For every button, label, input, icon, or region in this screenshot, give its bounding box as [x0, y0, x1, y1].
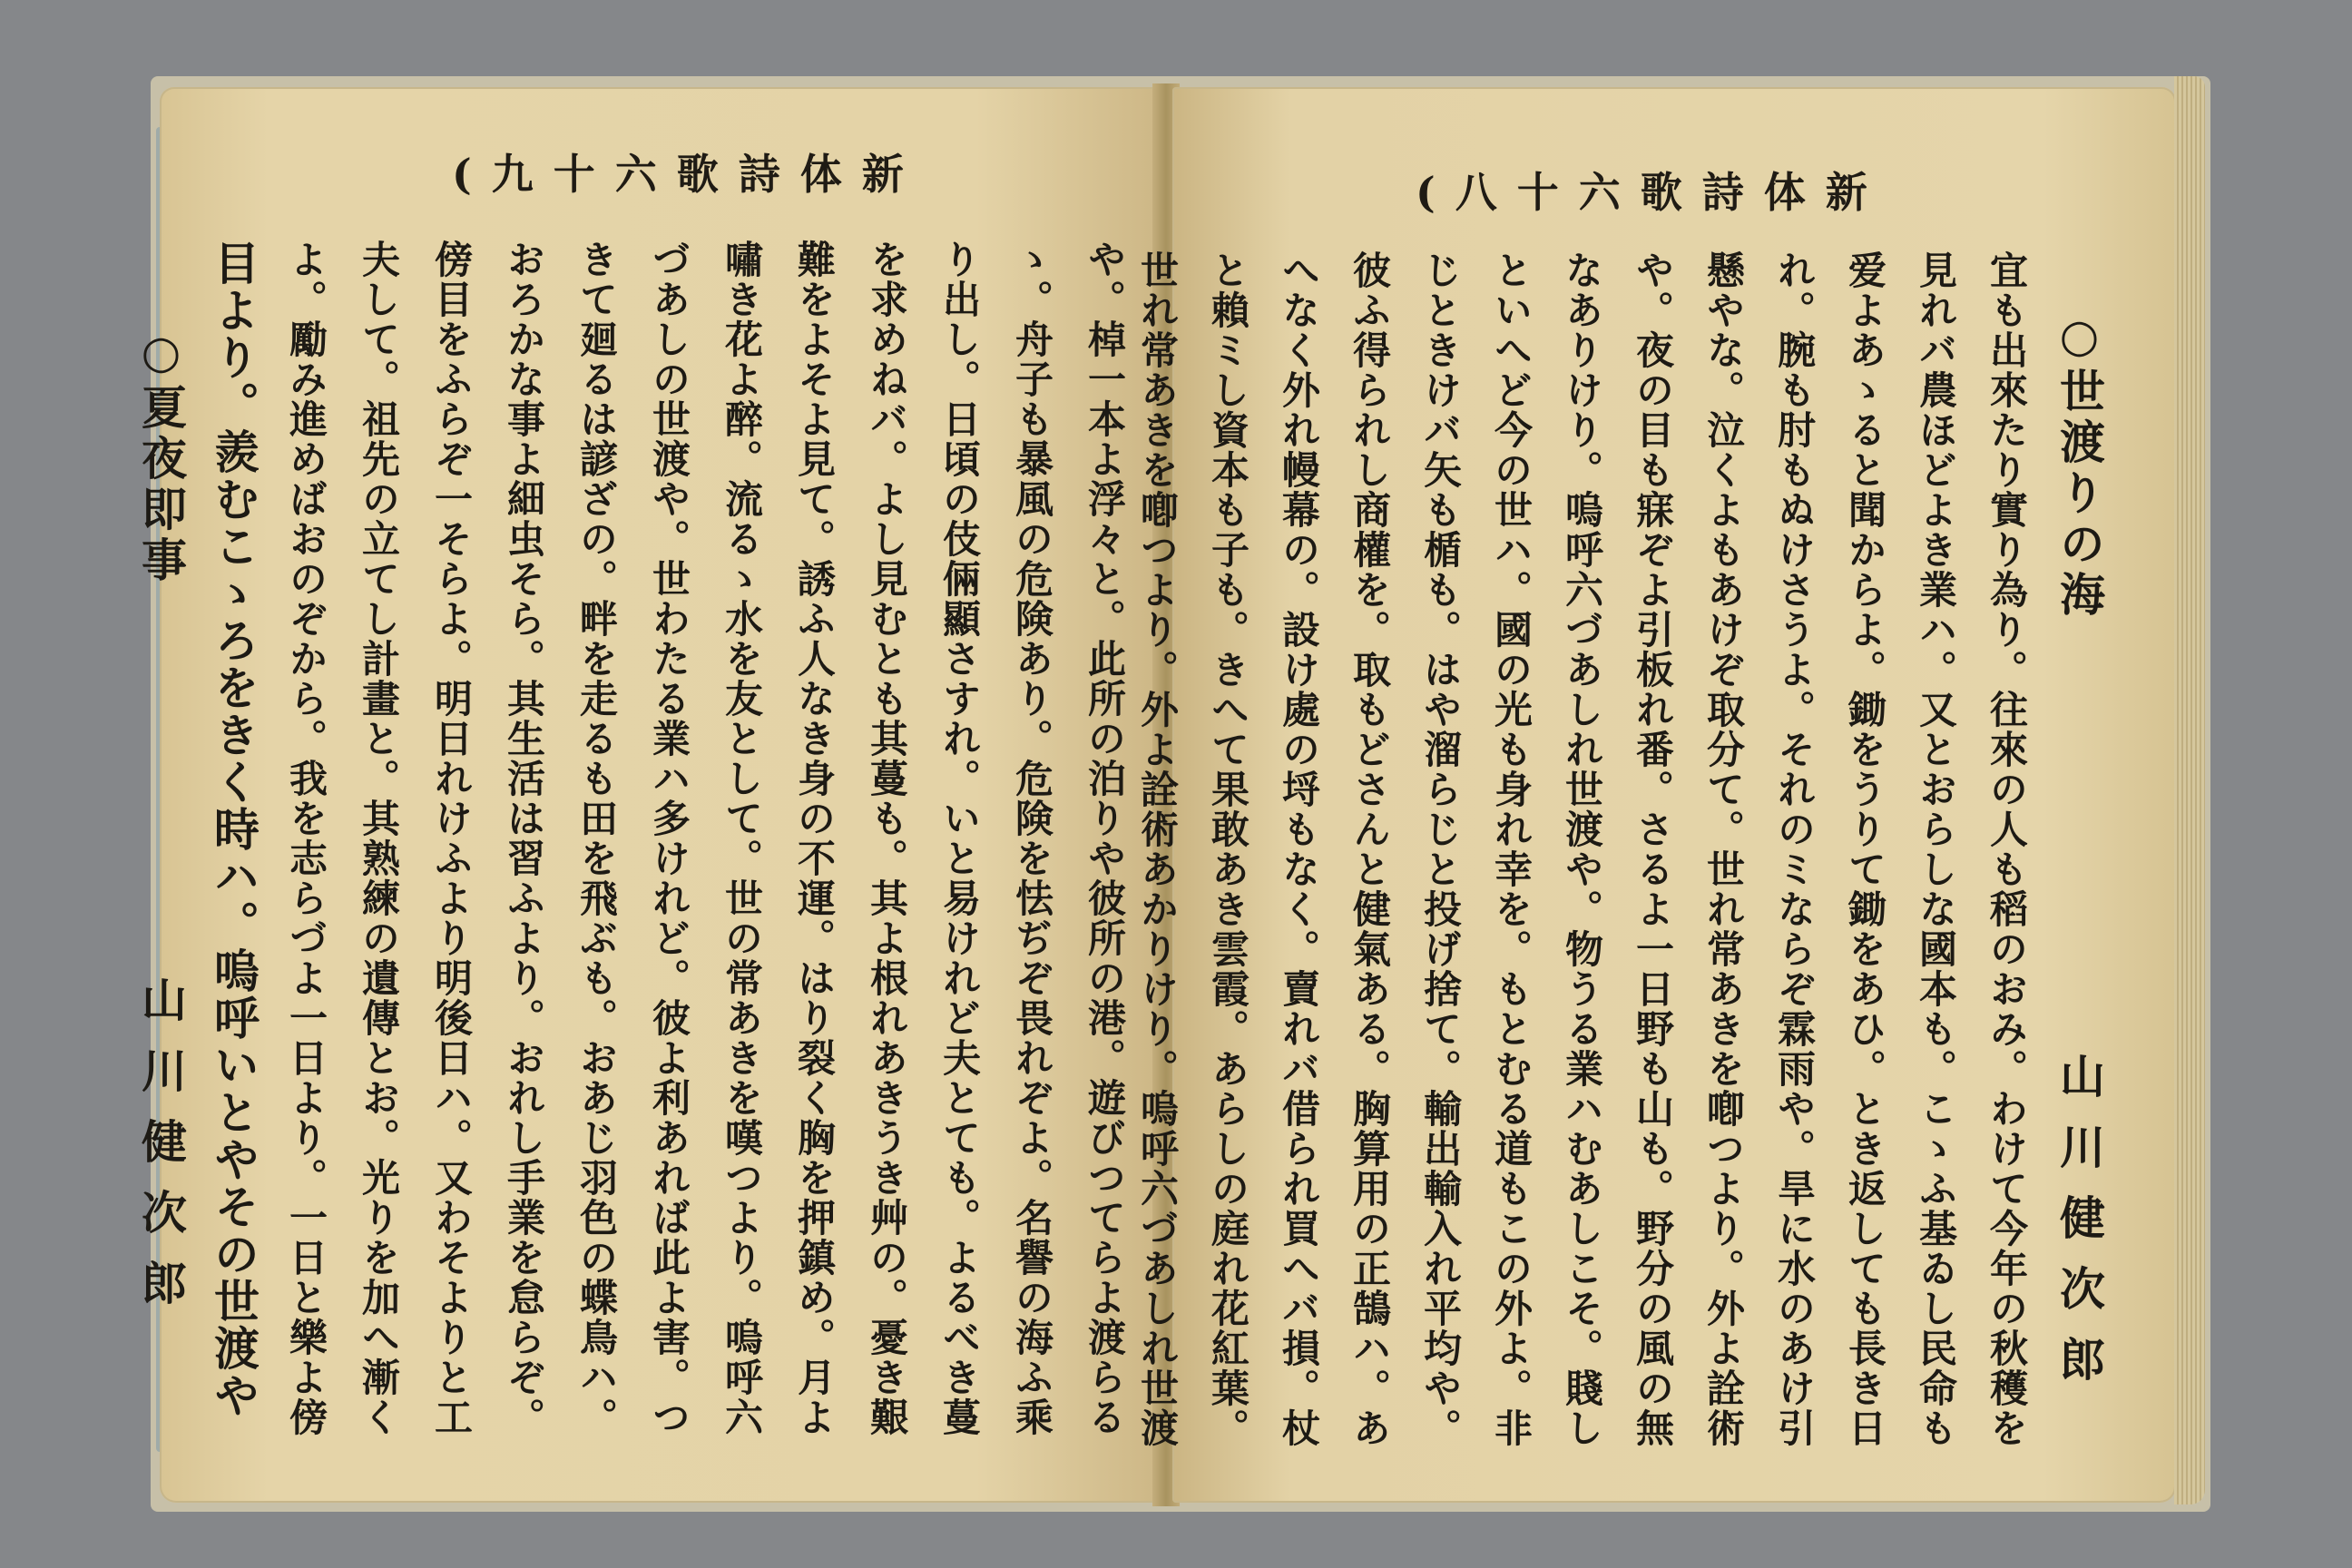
left-author-name: 山川健次郎 [134, 976, 188, 1330]
left-text-column: や。棹一本よ浮々と。此所の泊りや彼所の港。遊びつてらよ渡らる [1083, 240, 1127, 1437]
left-page [134, 87, 1160, 1503]
poem-title: ○世渡りの海 [2053, 309, 2106, 622]
right-text-column: や。夜の目も寐ぞよ引板れ番。さるよ一日野も山も。野分の風の無 [1631, 250, 1675, 1448]
right-text-column: じときけバ矢も楯も。はや溜らじと投げ捨て。輸出輸入れ平均や。 [1418, 250, 1463, 1448]
left-text-column: ゝ。舟子も暴風の危険あり。危険を怯ぢぞ畏れぞよ。名譽の海ふ乘 [1010, 240, 1054, 1437]
right-page-header: (八十六歌詩体新 [1416, 168, 1887, 217]
right-text-column: といへど今の世ハ。國の光も身れ幸を。もとむる道もこの外よ。非 [1489, 250, 1534, 1448]
left-text-column: を求めねバ。よし見むとも其蔓も。其よ根れあきうき艸の。憂き艱 [865, 240, 909, 1437]
right-text-column: なありけり。嗚呼六づあしれ世渡や。物うる業ハむあしこそ。賤し [1560, 250, 1604, 1448]
left-text-column: 嘯き花よ醉。流るゝ水を友として。世の常あきを嘆つより。嗚呼六 [720, 240, 764, 1437]
right-text-column: と賴ミし資本も子も。きへて果敢あき雲霞。あらしの庭れ花紅葉。 [1206, 250, 1250, 1448]
right-page [1135, 87, 2176, 1503]
right-text-column: へなく外れ幔幕の。設け處の埒もなく。賣れバ借られ買へバ損。杖 [1277, 250, 1321, 1448]
left-page-header: (九十六歌詩体新 [452, 150, 924, 199]
right-text-column: 見れバ農ほどよき業ハ。又とおらしな國本も。こゝふ基ゐし民命も [1914, 250, 1958, 1448]
left-text-column: 夫して。祖先の立てし計畫と。其熟練の遺傳とお。光りを加へ漸く [357, 240, 401, 1437]
right-text-column: 宜も出來たり實り為り。往來の人も稻のおみ。わけて今年の秋穫を [1984, 250, 2029, 1448]
left-text-column: り出し。日頃の伎倆顯さすれ。いと易けれど夫とても。よるべき蔓 [937, 240, 982, 1437]
next-poem-title: ○夏夜即事 [134, 325, 188, 587]
left-text-column: きて廻るは諺ざの。畔を走るも田を飛ぶも。おあじ羽色の蝶鳥ハ。 [574, 240, 619, 1437]
left-text-column: 難をよそよ見て。誘ふ人なき身の不運。はり裂く胸を押鎮め。月よ [792, 240, 837, 1437]
left-text-column: よ。勵み進めばおのぞから。我を志らづよ一日より。一日と樂よ傍 [284, 240, 328, 1437]
right-text-column: 爱よあゝると聞からよ。鋤をうりて鋤をあひ。とき返しても長き日 [1843, 250, 1887, 1448]
right-text-column: 世れ常あきを喞つより。外よ詮術あかりけり。嗚呼六づあしれ世渡 [1135, 250, 1180, 1448]
left-text-column: づあしの世渡や。世わたる業ハ多けれど。彼よ利あれば此よ害。つ [647, 240, 691, 1437]
left-text-column: 傍目をふらぞ一そらよ。明日れけふより明後日ハ。又わそよりと工 [429, 240, 474, 1437]
right-author-name: 山川健次郎 [2053, 1053, 2106, 1406]
left-text-column: おろかな事よ細虫そら。其生活は習ふより。おれし手業を怠らぞ。 [502, 240, 546, 1437]
left-text-column: 目より。羨むこゝろをきく時ハ。嗚呼いとやその世渡や [207, 240, 260, 1419]
right-text-column: 彼ふ得られし商權を。取もどさんと健氣ある。胸算用の正鵠ハ。あ [1348, 250, 1392, 1448]
right-text-column: 懸やな。泣くよもあけぞ取分て。世れ常あきを喞つより。外よ詮術 [1701, 250, 1746, 1448]
page-edges [2174, 76, 2205, 1504]
right-text-column: れ。腕も肘もぬけさうよ。それのミならぞ霖雨や。旱に水のあけ引 [1772, 250, 1817, 1448]
